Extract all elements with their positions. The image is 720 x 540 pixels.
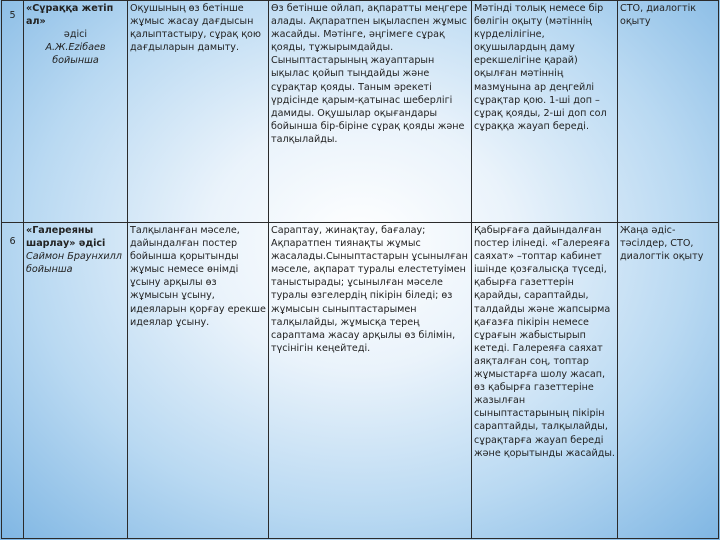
method-title: «Сұраққа жетіп ал» bbox=[26, 3, 114, 28]
modules-cell: Жаңа әдіс-тәсілдер, СТО, диалогтік оқыту bbox=[618, 223, 719, 539]
table-row bbox=[2, 223, 719, 539]
student-activity-cell: Мәтінді толық немесе бір бөлігін оқыту (мәтіннің күрделілігіне, оқушылардың даму ерекшелігіне қарай) оқылған мәтіннің мазмұнына ар деңгейлі сұрақтар қою. 1-ші доп – сұрақ қояды, 2-ші доп сол сұраққа жауап береді. bbox=[472, 1, 618, 223]
teacher-activity-cell: Оқушының өз бетінше жұмыс жасау дағдысын қалыптастыру, сұрақ қою дағдыларын дамыту. bbox=[128, 1, 269, 223]
lesson-table bbox=[1, 0, 719, 539]
method-author: Саймон Браунхилл бойынша bbox=[26, 251, 122, 276]
modules-cell: СТО, диалогтік оқыту bbox=[618, 1, 719, 223]
method-author: А.Ж.Еziбаев бойынша bbox=[45, 42, 106, 67]
method-subtitle: әдісі bbox=[63, 29, 88, 41]
method-title: «Галереяны шарлау» әдісі bbox=[26, 225, 106, 250]
method-cell bbox=[24, 223, 128, 539]
method-cell bbox=[24, 1, 128, 223]
student-activity-cell: Қабырғаға дайындалған постер ілінеді. «Галереяға саяхат» –топтар кабинет ішінде қозғалысқа түседі, қабырға газеттерін қарайды, сараптайды, талдайды және жапсырма қағазға пікірін немесе сұрағын жабыстырып кетеді. Галереяға саяхат аяқталған соң, топтар жұмыстарға шолу жасап, өз қабырға газеттеріне жазылған сыныптастарының пікірін сараптайды, талқылайды, сұрақтарға жауап береді және қорытынды жасайды. bbox=[472, 223, 618, 539]
teacher-activity-cell: Талқыланған мәселе, дайындалған постер бойынша қорытынды жұмыс немесе өнімді ұсыну арқылы өз жұмысын ұсыну, идеяларын қорғау ерекше идеялар ұсыну. bbox=[128, 223, 269, 539]
row-number: 6 bbox=[2, 223, 24, 539]
expected-result-cell: Өз бетінше ойлап, ақпаратты меңгере алады. Ақпаратпен ықыласпен жұмыс жасайды. Мәтінге, әңгімеге сұрақ қояды, тұжырымдайды. Сыныптастарының жауаптарын ықылас қойып тыңдайды және сұрақтар қояды. Таным әрекеті үрдісінде қарым-қатынас шеберлігі дамиды. Оқушылар оқығандары бойынша бір-біріне сұрақ қояды және талқылайды. bbox=[269, 1, 472, 223]
table-row bbox=[2, 1, 719, 223]
expected-result-cell: Сараптау, жинақтау, бағалау; Ақпаратпен тиянақты жұмыс жасалады.Сыныптастарын ұсынылған мәселе, ақпарат туралы елестетуімен таныстырады; ұсынылған мәселе туралы өзгелердің пікірін біледі; өз жұмысын сыныптастарымен талқылайды, жұмысқа терең сараптама жасау арқылы өз білімін, түсінігін кеңейтеді. bbox=[269, 223, 472, 539]
row-number: 5 bbox=[2, 1, 24, 223]
